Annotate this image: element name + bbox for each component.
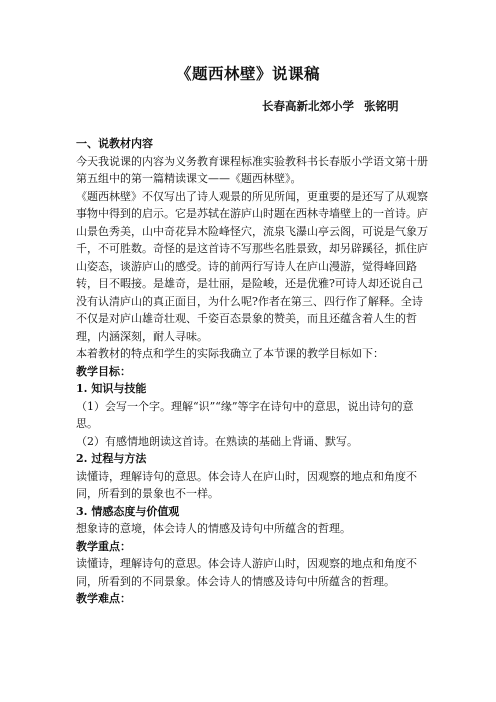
section-heading: 3. 情感态度与价值观	[76, 504, 180, 518]
paragraph: （2）有感情地朗读这首诗。在熟读的基础上背诵、默写。	[76, 434, 358, 448]
paragraph: （1）会写一个字。理解“识”“缘”等字在诗句中的意思，说出诗句的意思。	[76, 399, 414, 430]
document-title: 《题西林壁》说课稿	[175, 64, 320, 83]
author-school: 长春高新北郊小学	[262, 99, 354, 113]
paragraph: 今天我说课的内容为义务教育课程标准实验教科书长春版小学语文第十册第五组中的第一篇精读课文——《题西林壁》。	[76, 154, 428, 185]
section-heading: 教学重点：	[76, 539, 131, 553]
paragraph: 读懂诗，理解诗句的意思。体会诗人游庐山时，因观察的地点和角度不同，所看到的不同景象。体会诗人的情感及诗句中所蕴含的哲理。	[76, 557, 417, 588]
section-heading: 教学难点：	[76, 592, 131, 605]
document-body	[76, 135, 428, 608]
section-heading: 2. 过程与方法	[76, 452, 147, 465]
paragraph: 《题西林壁》不仅写出了诗人观景的所见所闻，更重要的是还写了从观察事物中得到的启示。它是苏轼在游庐山时题在西林寺墙壁上的一首诗。庐山景色秀美，山中奇花异木险峰怪穴，流泉飞瀑山亭云阁，可说是气象万千，不可胜数。奇怪的是这首诗不写那些名胜景致，却另辟蹊径，抓住庐山姿态，谈游庐山的感受。诗的前两行写诗人在庐山漫游，觉得峰回路转，目不暇接。是雄奇，是壮丽，是险峻，还是优雅?可诗人却还说自己没有认清庐山的真正面目，为什么呢?作者在第三、四行作了解释。全诗不仅是对庐山雄奇壮观、千姿百态景象的赞美，而且还蕴含着人生的哲理，内涵深刻，耐人寻味。	[76, 189, 428, 343]
section-heading: 教学目标：	[76, 364, 131, 378]
paragraph: 本着教材的特点和学生的实际我确立了本节课的教学目标如下：	[76, 347, 384, 360]
author-line	[262, 98, 399, 114]
author-name: 张铭明	[364, 99, 399, 113]
section-heading: 一、说教材内容	[76, 137, 153, 150]
section-heading: 1. 知识与技能	[76, 382, 147, 395]
paragraph: 读懂诗，理解诗句的意思。体会诗人在庐山时，因观察的地点和角度不同，所看到的景象也不一样。	[76, 469, 417, 500]
paragraph: 想象诗的意境，体会诗人的情感及诗句中所蕴含的哲理。	[76, 522, 351, 535]
